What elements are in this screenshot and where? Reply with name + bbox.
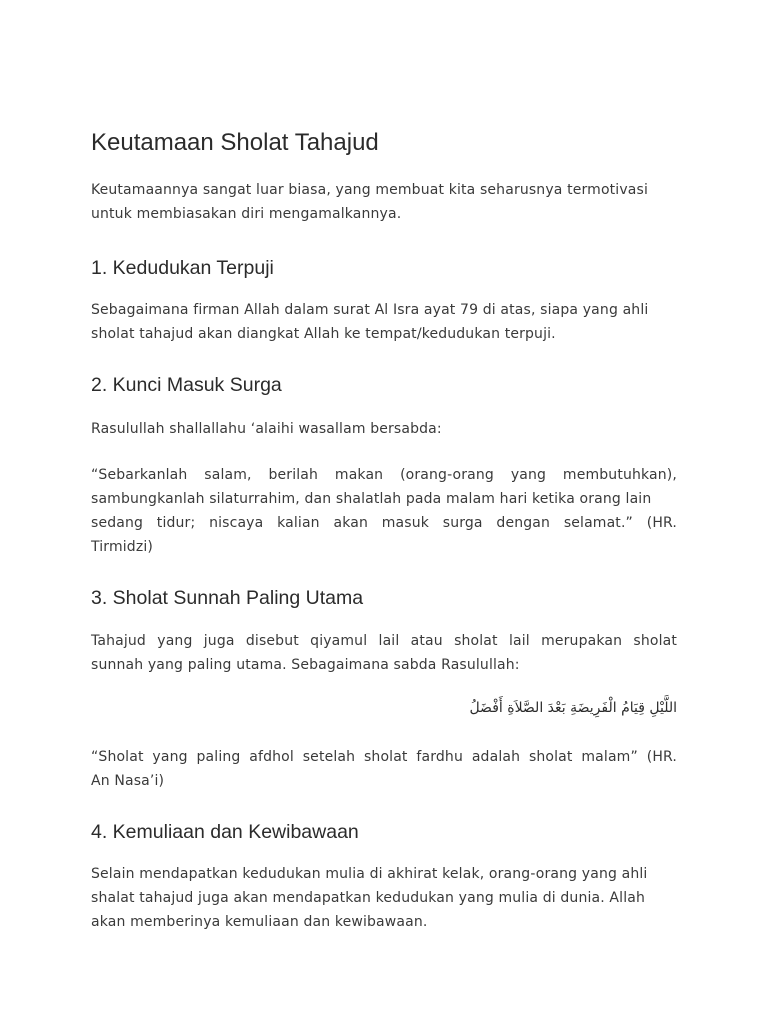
paragraph-line: sambungkanlah silaturrahim, dan shalatlah pada malam hari ketika orang lain <box>91 491 652 507</box>
section-heading-sholat-sunnah-paling-utama: 3. Sholat Sunnah Paling Utama <box>91 587 364 609</box>
paragraph-line: sunnah yang paling utama. Sebagaimana sabda Rasulullah: <box>91 657 520 673</box>
section-4-paragraph <box>91 862 677 934</box>
paragraph-line: “Sholat yang paling afdhol setelah sholat fardhu adalah sholat malam” (HR. <box>91 749 677 765</box>
intro-line: Keutamaannya sangat luar biasa, yang membuat kita seharusnya termotivasi <box>91 182 648 198</box>
paragraph-line: “Sebarkanlah salam, berilah makan (orang-orang yang membutuhkan), <box>91 467 677 483</box>
paragraph-line: shalat tahajud juga akan mendapatkan kedudukan yang mulia di dunia. Allah <box>91 890 645 906</box>
paragraph-line: Rasulullah shallallahu ‘alaihi wasallam bersabda: <box>91 421 442 437</box>
page-title: Keutamaan Sholat Tahajud <box>91 129 379 156</box>
section-1-paragraph <box>91 298 677 346</box>
section-heading-kedudukan-terpuji: 1. Kedudukan Terpuji <box>91 257 274 279</box>
paragraph-line: Selain mendapatkan kedudukan mulia di akhirat kelak, orang-orang yang ahli <box>91 866 648 882</box>
paragraph-line: sedang tidur; niscaya kalian akan masuk surga dengan selamat.” (HR. <box>91 515 677 531</box>
paragraph-line: akan memberinya kemuliaan dan kewibawaan. <box>91 914 428 930</box>
intro-paragraph <box>91 178 677 226</box>
paragraph-line: Tahajud yang juga disebut qiyamul lail atau sholat lail merupakan sholat <box>91 633 677 649</box>
intro-line: untuk membiasakan diri mengamalkannya. <box>91 206 402 222</box>
arabic-hadith-text: اللَّيْلِ قِيَامُ الْفَرِيضَةِ بَعْدَ الصَّلاَةِ أَفْضَلُ <box>469 700 677 716</box>
paragraph-line: An Nasa’i) <box>91 773 165 789</box>
paragraph-line: sholat tahajud akan diangkat Allah ke tempat/kedudukan terpuji. <box>91 326 556 342</box>
paragraph-line: Tirmidzi) <box>91 539 153 555</box>
section-heading-kunci-masuk-surga: 2. Kunci Masuk Surga <box>91 374 282 396</box>
section-heading-kemuliaan-dan-kewibawaan: 4. Kemuliaan dan Kewibawaan <box>91 821 359 843</box>
hadith-translation-paragraph <box>91 745 677 793</box>
hadith-quote-paragraph <box>91 463 677 559</box>
paragraph-line: Sebagaimana firman Allah dalam surat Al Isra ayat 79 di atas, siapa yang ahli <box>91 302 649 318</box>
section-2-paragraph-1 <box>91 417 677 441</box>
section-3-paragraph-1 <box>91 629 677 677</box>
